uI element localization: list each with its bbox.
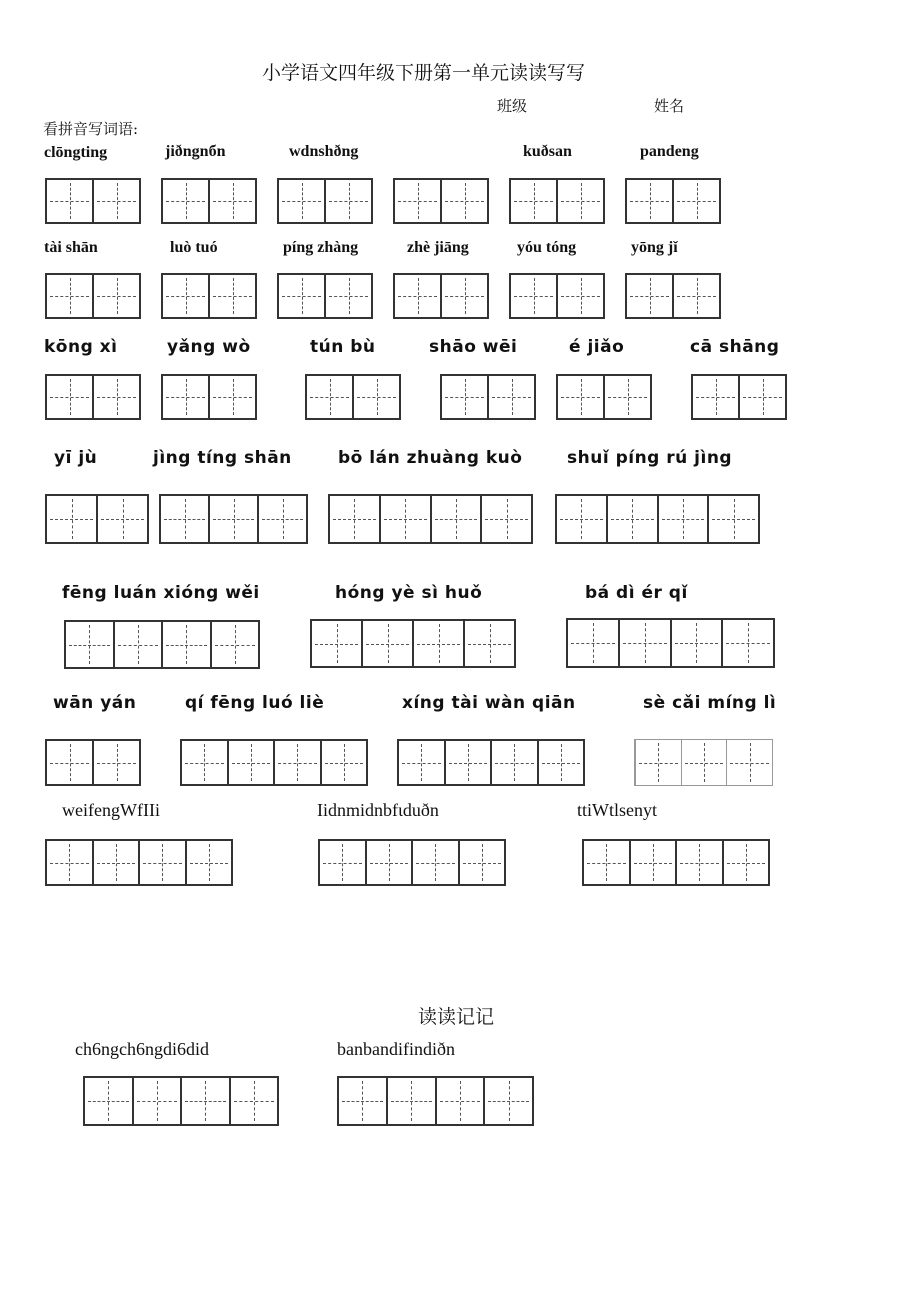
writing-grid[interactable]: [277, 273, 373, 319]
writing-grid[interactable]: [691, 374, 787, 420]
section-title: 读读记记: [418, 1006, 495, 1028]
pinyin-label: tún bù: [310, 337, 376, 357]
pinyin-label: é jiǎo: [569, 337, 625, 357]
writing-grid[interactable]: [397, 739, 585, 786]
pinyin-label: tài shān: [44, 239, 98, 256]
pinyin-label: Iidnmidnbfιduðn: [317, 800, 439, 820]
pinyin-label: shāo wēi: [429, 337, 518, 357]
writing-grid[interactable]: [45, 273, 141, 319]
pinyin-label: wdnshðng: [289, 143, 359, 160]
writing-grid[interactable]: [161, 178, 257, 224]
writing-grid[interactable]: [318, 839, 506, 886]
writing-grid[interactable]: [337, 1076, 534, 1126]
pinyin-label: yóu tóng: [517, 239, 577, 256]
writing-grid[interactable]: [566, 618, 775, 668]
writing-grid[interactable]: [159, 494, 308, 544]
writing-grid[interactable]: [509, 273, 605, 319]
writing-grid[interactable]: [625, 273, 721, 319]
writing-grid[interactable]: [328, 494, 533, 544]
pinyin-label: bō lán zhuàng kuò: [338, 448, 523, 468]
pinyin-label: jìng tíng shān: [153, 448, 292, 468]
pinyin-label: píng zhàng: [283, 239, 359, 256]
pinyin-label: bá dì ér qǐ: [585, 583, 688, 603]
writing-grid[interactable]: [556, 374, 652, 420]
writing-grid[interactable]: [64, 620, 260, 669]
writing-grid[interactable]: [45, 178, 141, 224]
pinyin-label: zhè jiāng: [407, 239, 469, 256]
pinyin-label: yōng jǐ: [631, 239, 678, 256]
pinyin-label: yǎng wò: [167, 337, 251, 357]
pinyin-label: fēng luán xióng wěi: [62, 583, 260, 603]
writing-grid[interactable]: [277, 178, 373, 224]
pinyin-label: weifengWfIIi: [62, 800, 160, 820]
pinyin-label: ttiWtlsenyt: [577, 800, 657, 820]
writing-grid[interactable]: [555, 494, 760, 544]
class-label: 班级: [497, 97, 528, 115]
instruction: 看拼音写词语:: [43, 120, 139, 138]
pinyin-label: xíng tài wàn qiān: [402, 693, 576, 713]
pinyin-label: cā shāng: [690, 337, 780, 357]
page-title: 小学语文四年级下册第一单元读读写写: [262, 62, 586, 84]
pinyin-label: jiðngnбn: [165, 143, 226, 160]
writing-grid[interactable]: [305, 374, 401, 420]
pinyin-label: banbandifindiðn: [337, 1039, 455, 1059]
writing-grid[interactable]: [310, 619, 516, 668]
pinyin-label: qí fēng luó liè: [185, 693, 325, 713]
writing-grid[interactable]: [45, 839, 233, 886]
writing-grid[interactable]: [509, 178, 605, 224]
pinyin-label: ch6ngch6ngdi6did: [75, 1039, 209, 1059]
pinyin-label: wān yán: [53, 693, 137, 713]
pinyin-label: yī jù: [54, 448, 98, 468]
pinyin-label: luò tuó: [170, 239, 218, 256]
writing-grid[interactable]: [582, 839, 770, 886]
writing-grid[interactable]: [440, 374, 536, 420]
writing-grid[interactable]: [393, 273, 489, 319]
pinyin-label: kuðsan: [523, 143, 572, 160]
writing-grid[interactable]: [45, 374, 141, 420]
pinyin-label: kōng xì: [44, 337, 118, 357]
writing-grid[interactable]: [161, 374, 257, 420]
writing-grid[interactable]: [83, 1076, 279, 1126]
writing-grid[interactable]: [45, 739, 141, 786]
pinyin-label: sè cǎi míng lì: [643, 693, 777, 713]
writing-grid[interactable]: [161, 273, 257, 319]
pinyin-label: clōngting: [44, 144, 108, 161]
pinyin-label: hóng yè sì huǒ: [335, 583, 483, 603]
writing-grid[interactable]: [393, 178, 489, 224]
writing-grid[interactable]: [45, 494, 149, 544]
pinyin-label: shuǐ píng rú jìng: [567, 448, 733, 468]
writing-grid[interactable]: [625, 178, 721, 224]
writing-grid[interactable]: [180, 739, 368, 786]
name-label: 姓名: [654, 97, 685, 115]
writing-grid[interactable]: [634, 739, 773, 786]
pinyin-label: pandeng: [640, 143, 699, 160]
